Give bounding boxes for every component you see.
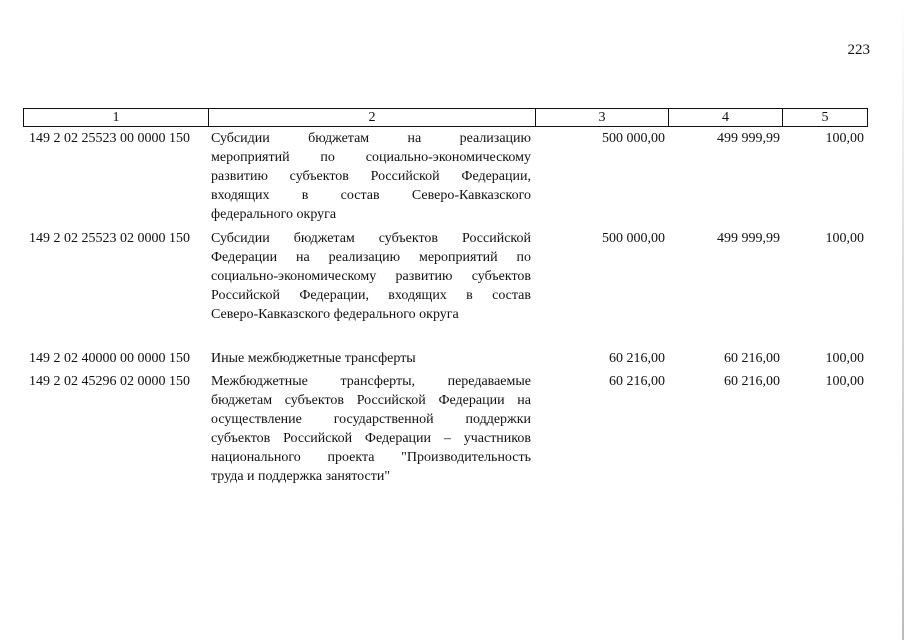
execution-percent: 100,00 (825, 131, 864, 146)
row-description (211, 372, 531, 486)
description-line: Российской Федерации, входящих в состав (211, 288, 531, 303)
executed-amount: 60 216,00 (724, 351, 780, 366)
execution-percent: 100,00 (825, 351, 864, 366)
planned-amount: 60 216,00 (609, 351, 665, 366)
description-line: национального проекта "Производительность (211, 450, 531, 465)
description-line: Иные межбюджетные трансферты (211, 351, 416, 366)
table-header (23, 108, 868, 127)
row-description (211, 229, 531, 324)
description-line: социально-экономическому развитию субъектов (211, 269, 531, 284)
description-line: бюджетам субъектов Российской Федерации на (211, 393, 531, 408)
header-cell-2: 2 (209, 109, 536, 126)
header-cell-3: 3 (536, 109, 669, 126)
description-line: труда и поддержка занятости" (211, 469, 391, 484)
description-line: Субсидии бюджетам субъектов Российской (211, 231, 531, 246)
description-line: входящих в состав Северо-Кавказского (211, 188, 531, 203)
row-description (211, 349, 531, 368)
description-line: осуществление государственной поддержки (211, 412, 531, 427)
description-line: Межбюджетные трансферты, передаваемые (211, 374, 531, 389)
description-line: мероприятий по социально-экономическому (211, 150, 531, 165)
budget-code: 149 2 02 25523 00 0000 150 (29, 131, 190, 146)
description-line: федерального округа (211, 207, 337, 222)
row-description (211, 129, 531, 224)
header-cell-4: 4 (669, 109, 783, 126)
header-cell-5: 5 (821, 110, 829, 125)
description-line: Субсидии бюджетам на реализацию (211, 131, 531, 146)
description-line: Федерации на реализацию мероприятий по (211, 250, 531, 265)
executed-amount: 499 999,99 (717, 131, 780, 146)
executed-amount: 60 216,00 (724, 374, 780, 389)
execution-percent: 100,00 (825, 374, 864, 389)
planned-amount: 500 000,00 (602, 131, 665, 146)
planned-amount: 60 216,00 (609, 374, 665, 389)
budget-code: 149 2 02 45296 02 0000 150 (29, 374, 190, 389)
execution-percent: 100,00 (825, 231, 864, 246)
description-line: субъектов Российской Федерации – участников (211, 431, 531, 446)
page-number: 223 (847, 42, 870, 58)
header-cell-1: 1 (24, 109, 209, 126)
description-line: Северо-Кавказского федерального округа (211, 307, 459, 322)
budget-code: 149 2 02 40000 00 0000 150 (29, 351, 190, 366)
executed-amount: 499 999,99 (717, 231, 780, 246)
description-line: развитию субъектов Российской Федерации, (211, 169, 531, 184)
budget-code: 149 2 02 25523 02 0000 150 (29, 231, 190, 246)
planned-amount: 500 000,00 (602, 231, 665, 246)
